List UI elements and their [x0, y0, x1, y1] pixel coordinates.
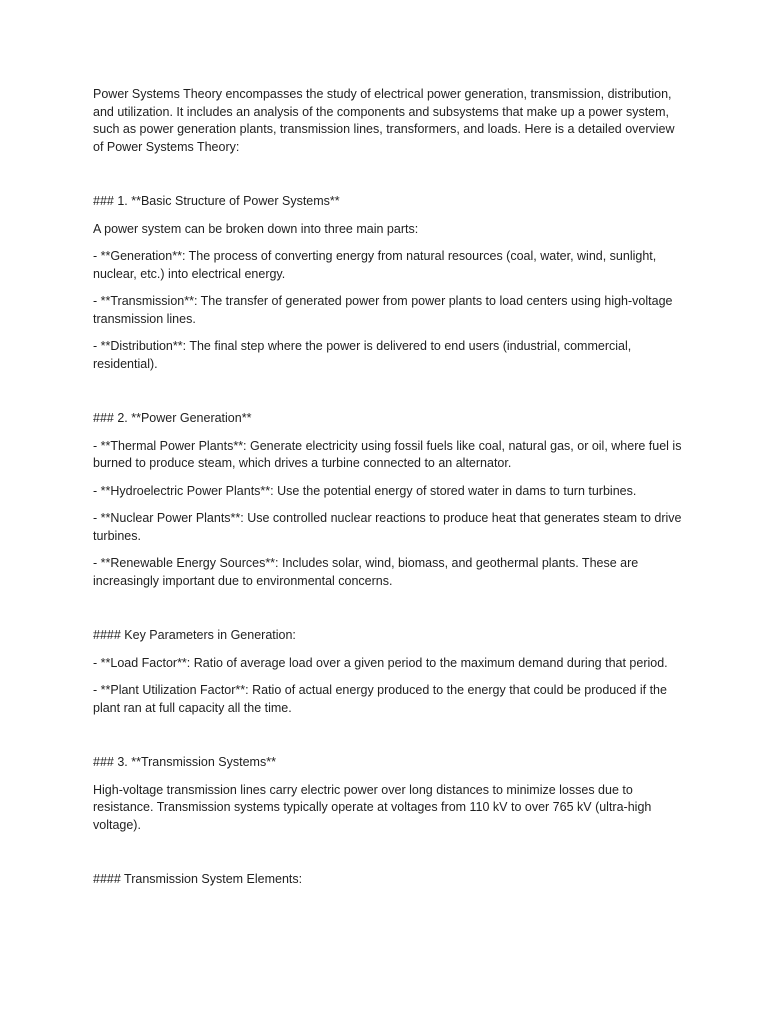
- list-item-nuclear: - **Nuclear Power Plants**: Use controlled nuclear reactions to produce heat that generates steam to drive turbines.: [93, 511, 682, 543]
- list-item-thermal: - **Thermal Power Plants**: Generate electricity using fossil fuels like coal, natural gas, or oil, where fuel is burned to produce steam, which drives a turbine connected to an alternator.: [93, 438, 682, 470]
- document-body: [93, 86, 683, 889]
- subsection-heading-transmission-elements: #### Transmission System Elements:: [93, 872, 303, 886]
- section-lead-paragraph: A power system can be broken down into three main parts:: [93, 221, 419, 236]
- section-heading-basic-structure: ### 1. **Basic Structure of Power Systems**: [93, 194, 340, 208]
- section-heading-transmission-systems: ### 3. **Transmission Systems**: [93, 755, 276, 769]
- section-heading-power-generation: ### 2. **Power Generation**: [93, 411, 252, 425]
- transmission-paragraph: High-voltage transmission lines carry electric power over long distances to minimize losses due to resistance. Transmission systems typically operate at voltages from 110 kV to over 765 kV (ultra-high voltage).: [93, 782, 652, 832]
- list-item-transmission: - **Transmission**: The transfer of generated power from power plants to load centers using high-voltage transmission lines.: [93, 294, 673, 326]
- list-item-generation: - **Generation**: The process of converting energy from natural resources (coal, water, wind, sunlight, nuclear, etc.) into electrical energy.: [93, 249, 657, 281]
- list-item-distribution: - **Distribution**: The final step where the power is delivered to end users (industrial, commercial, residential).: [93, 339, 632, 371]
- list-item-renewable: - **Renewable Energy Sources**: Includes solar, wind, biomass, and geothermal plants. These are increasingly important due to environmental concerns.: [93, 556, 639, 588]
- list-item-plant-utilization: - **Plant Utilization Factor**: Ratio of actual energy produced to the energy that could be produced if the plant ran at full capacity all the time.: [93, 683, 667, 715]
- list-item-load-factor: - **Load Factor**: Ratio of average load over a given period to the maximum demand during that period.: [93, 655, 668, 670]
- subsection-heading-key-parameters: #### Key Parameters in Generation:: [93, 628, 296, 642]
- intro-paragraph: Power Systems Theory encompasses the study of electrical power generation, transmission, distribution, and utilization. It includes an analysis of the components and subsystems that make up a power system, such as power generation plants, transmission lines, transformers, and loads. Here is a detailed overview of Power Systems Theory:: [93, 87, 675, 154]
- list-item-hydroelectric: - **Hydroelectric Power Plants**: Use the potential energy of stored water in dams to turn turbines.: [93, 483, 637, 498]
